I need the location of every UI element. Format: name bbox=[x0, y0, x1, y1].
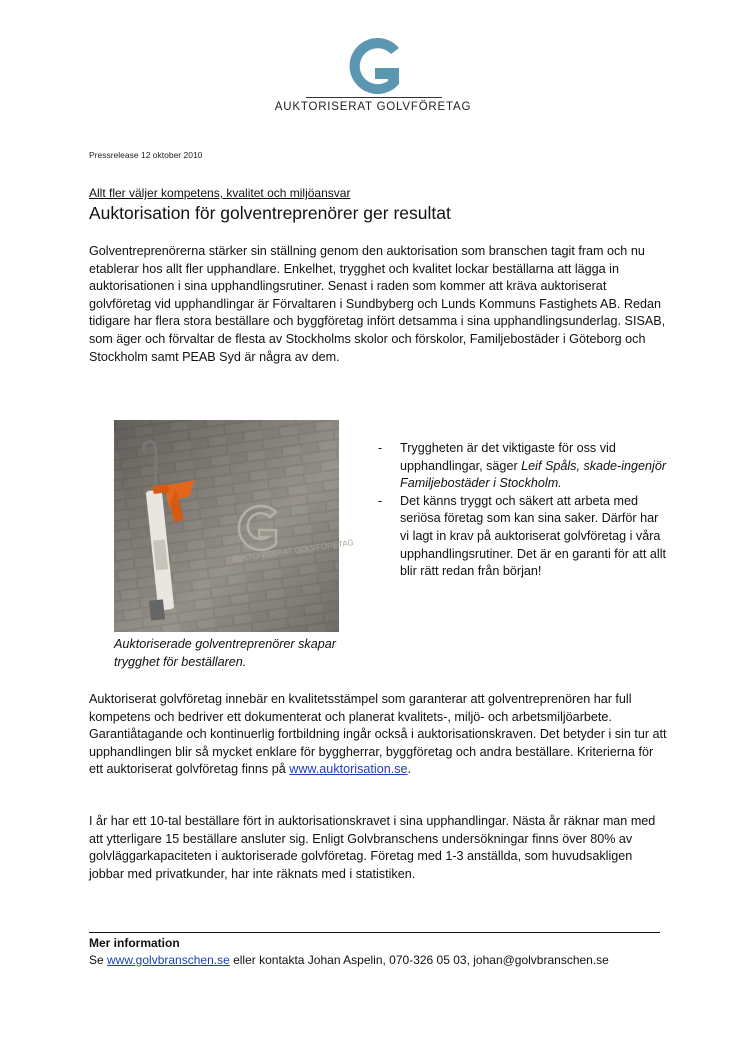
product-photo bbox=[114, 420, 355, 632]
list-item bbox=[378, 440, 668, 493]
quote-list bbox=[378, 440, 668, 581]
divider bbox=[89, 932, 660, 933]
photo-caption: Auktoriserade golventreprenörer skapar trygghet för beställaren. bbox=[114, 637, 336, 669]
contact-line bbox=[89, 953, 609, 967]
kicker: Allt fler väljer kompetens, kvalitet och miljöansvar bbox=[89, 186, 351, 200]
paragraph-end: . bbox=[407, 762, 412, 777]
contact-prefix: Se bbox=[89, 953, 108, 967]
quote-attribution: Leif Spåls, skade-ingenjör Familjebostäder i Stockholm. bbox=[400, 458, 667, 491]
more-info-heading: Mer information bbox=[89, 936, 180, 950]
body-paragraph: I år har ett 10-tal beställare fört in auktorisationskravet i sina upphandlingar. Nästa år räknar man med att ytterligare 15 beställare ansluter sig. Enligt Golvbranschens undersökningar finns över 80% av golvläggarkapaciteten i auktoriserade golvföretag. Företag med 1-3 anställda, som huvudsakligen jobbar med privatkunder, har inte räknats med i statistiken. bbox=[89, 814, 656, 881]
tile-emblem-text: AUKTORISERAT GOLVFÖRETAG bbox=[231, 537, 355, 564]
list-item bbox=[378, 493, 668, 581]
logo-mark bbox=[0, 34, 746, 103]
quote-text: Det känns tryggt och säkert att arbeta med seriösa företag som kan sina saker. Därför har vi lagt in krav på auktoriserat golvföretag i våra upphandlingsrutiner. Det är en garanti för att allt blir rätt redan från början! bbox=[400, 493, 667, 579]
logo-divider bbox=[306, 97, 442, 98]
body-paragraph bbox=[89, 691, 669, 779]
list-dash: - bbox=[378, 493, 383, 508]
auktorisation-link[interactable]: www.auktorisation.se bbox=[289, 762, 408, 777]
list-dash: - bbox=[378, 441, 383, 455]
contact-details: eller kontakta Johan Aspelin, 070-326 05 03, johan@golvbranschen.se bbox=[229, 953, 609, 967]
paragraph-text: Auktoriserat golvföretag innebär en kvalitetsstämpel som garanterar att golventreprenören har full kompetens och bedriver ett dokumenterat och planerat kvalitets-, miljö- och arbetsmiljöarbete. Garantiåtagande och kontinuerlig fortbildning ingår också i auktorisationskraven. Det betyder i sin tur att upphandlingen blir så mycket enklare för byggherrar, byggföretag och andra beställare. Kriterierna för ett auktoriserat golvföretag finns på bbox=[89, 692, 667, 777]
logo-g-icon bbox=[333, 34, 413, 98]
release-date: Pressrelease 12 oktober 2010 bbox=[89, 150, 203, 160]
logo-text: AUKTORISERAT GOLVFÖRETAG bbox=[274, 101, 472, 113]
page-title: Auktorisation för golventreprenörer ger resultat bbox=[89, 203, 451, 223]
intro-paragraph: Golventreprenörerna stärker sin ställning genom den auktorisation som branschen tagit fram och nu etablerar hos allt fler upphandlare. Enkelhet, trygghet och kvalitet lockar beställarna att lägga in auktorisationen i sina upphandlingsrutiner. Senast i raden som kommer att kräva auktoriserat golvföretag vid upphandlingar är Förvaltaren i Sundbyberg och Lunds Kommuns Fastighets AB. Redan tidigare har flera stora beställare och byggföretag infört detsamma i sina upphandlingsunderlag. SISAB, som äger och förvaltar de flesta av Stockholms skolor och förskolor, Familjebostäder i Göteborg och Stockholm samt PEAB Syd är några av dem. bbox=[89, 244, 666, 364]
golvbranschen-link[interactable]: www.golvbranschen.se bbox=[107, 953, 230, 967]
quote-text: Tryggheten är det viktigaste för oss vid upphandlingar, säger bbox=[400, 441, 616, 473]
